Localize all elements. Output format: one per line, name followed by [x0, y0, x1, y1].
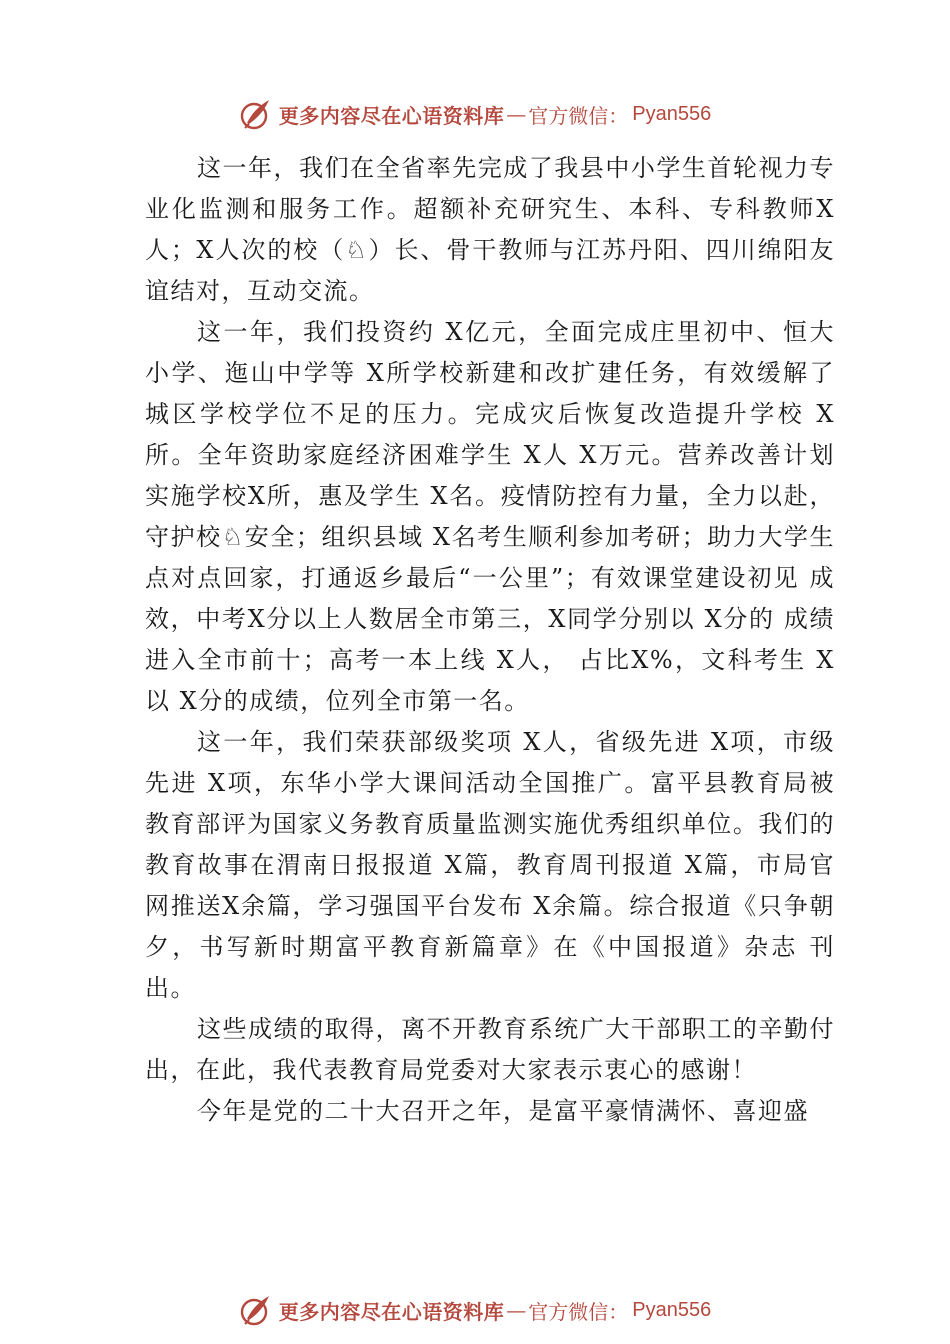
- paragraph-vision-screening: 这一年，我们在全省率先完成了我县中小学生首轮视力专业化监测和服务工作。超额补充研究生、本科、专科教师X人；X人次的校（♘）长、骨干教师与江苏丹阳、四川绵阳友谊结对，互动交流。: [145, 154, 835, 305]
- paragraph-this-year: 今年是党的二十大召开之年，是富平豪情满怀、喜迎盛: [197, 1097, 809, 1125]
- paragraph-thanks: 这些成绩的取得，离不开教育系统广大干部职工的辛勤付出，在此，我代表教育局党委对大家表示衷心的感谢！: [145, 1015, 835, 1084]
- wechat-id: Pyan556: [632, 102, 712, 125]
- paragraph-awards: 这一年，我们荣获部级奖项 X人，省级先进 X项，市级先进 X项，东华小学大课间活动全国推广。富平县教育局被教育部评为国家义务教育质量监测实施优秀组织单位。我们的教育故事在渭南日报报道 X篇，教育周刊报道 X篇，市局官网推送X余篇，学习强国平台发布 X余篇。综合报道《只争朝夕，书写新时期富平教育新篇章》在《中国报道》杂志 刊出。: [145, 728, 835, 1002]
- wechat-label: 官方微信：: [528, 103, 629, 128]
- document-body: [145, 148, 835, 1132]
- quill-pen-icon: [239, 97, 273, 131]
- quill-pen-icon: [239, 1293, 273, 1327]
- banner-separator: —: [506, 102, 527, 126]
- header-watermark-banner: [0, 94, 950, 134]
- wechat-id: Pyan556: [632, 1298, 712, 1321]
- wechat-label: 官方微信：: [528, 1299, 629, 1324]
- paragraph-investment: 这一年，我们投资约 X亿元，全面完成庄里初中、恒大小学、迤山中学等 X所学校新建和改扩建任务，有效缓解了城区学校学位不足的压力。完成灾后恢复改造提升学校 X所。全年资助家庭经济困难学生 X人 X万元。营养改善计划实施学校X所，惠及学生 X名。疫情防控有力量，全力以赴， 守护校♘安全；组织县域 X名考生顺利参加考研；助力大学生点对点回家，打通返乡最后“一公里”；有效课堂建设初见 成效，中考X分以上人数居全市第三，X同学分别以 X分的 成绩进入全市前十；高考一本上线 X人， 占比X%，文科考生 X以 X分的成绩，位列全市第一名。: [145, 318, 835, 715]
- brand-text: 更多内容尽在心语资料库: [278, 1299, 505, 1324]
- footer-watermark-banner: [0, 1290, 950, 1330]
- banner-separator: —: [506, 1298, 527, 1322]
- brand-text: 更多内容尽在心语资料库: [278, 103, 505, 128]
